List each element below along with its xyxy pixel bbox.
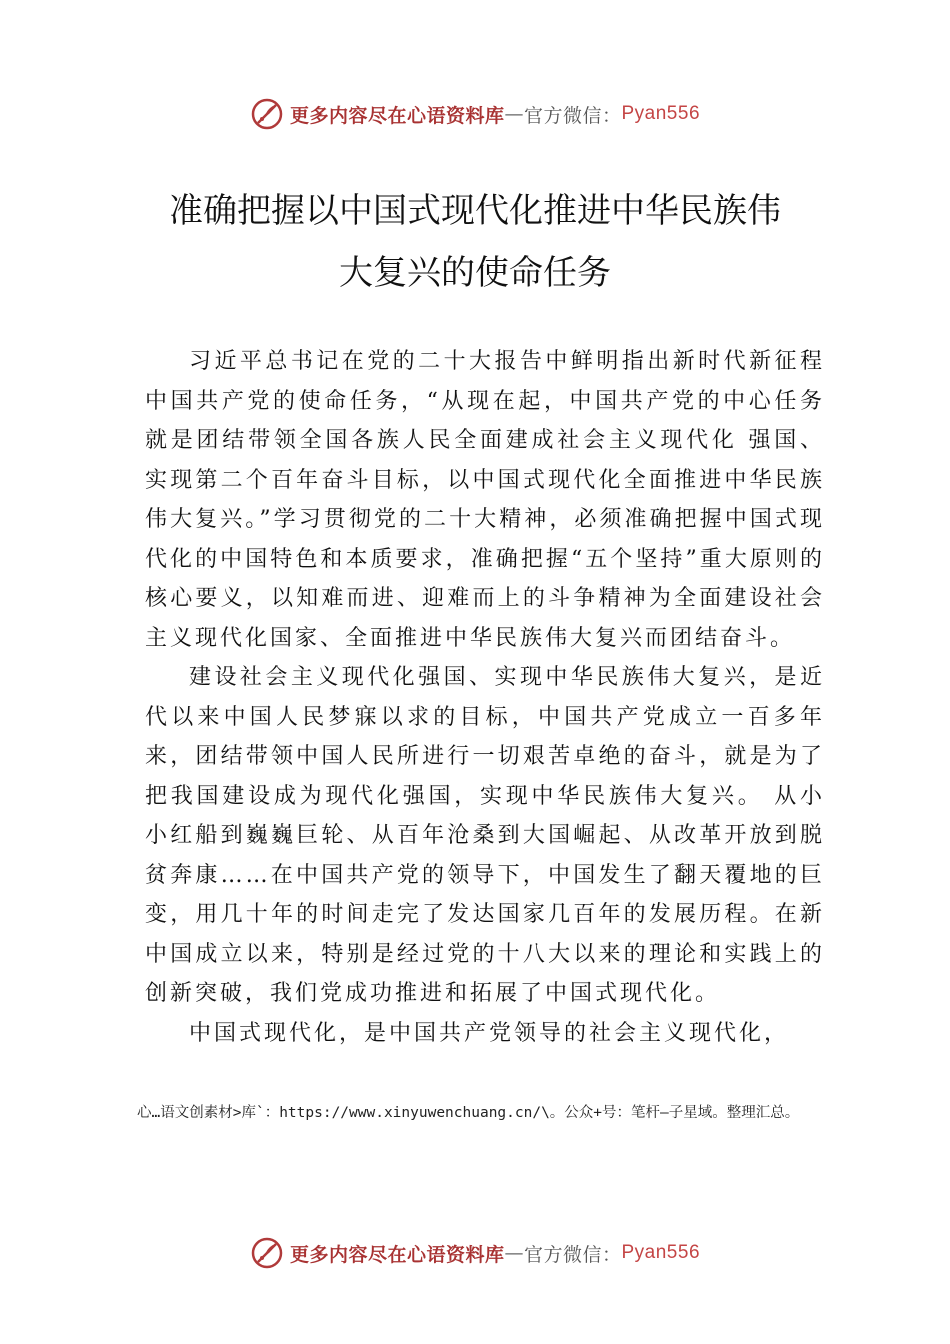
banner-wechat-id: Pyan556 [621,103,701,124]
banner-official-label: 官方微信： [523,1243,622,1266]
banner-dash: — [504,103,524,125]
banner-brand: 更多内容尽在心语资料库 [289,104,505,127]
banner-official-label: 官方微信： [523,104,622,127]
document-title [0,180,950,304]
banner-brand: 更多内容尽在心语资料库 [289,1243,505,1266]
title-line-1: 准确把握以中国式现代化推进中华民族伟 [169,191,781,231]
banner-wechat-id: Pyan556 [621,1242,701,1263]
source-note: 心…语文创素材>库`：https://www.xinyuwenchuang.cn/\。公众+号：笔杆—子星域。整理汇总。 [137,1105,800,1121]
banner-dash: — [504,1242,524,1264]
paragraph: 习近平总书记在党的二十大报告中鲜明指出新时代新征程中国共产党的使命任务，“从现在起，中国共产党的中心任务就是团结带领全国各族人民全面建成社会主义现代化 强国、实现第二个百年奋斗目标，以中国式现代化全面推进中华民族伟大复兴。”学习贯彻党的二十大精神，必须准确把握中国式现代化的中国特色和本质要求，准确把握“五个坚持”重大原则的核心要义，以知难而进、迎难而上的斗争精神为全面建设社会主义现代化国家、全面推进中华民族伟大复兴而团结奋斗。 [145,349,825,651]
title-line-2: 大复兴的使命任务 [339,253,611,293]
paragraph: 中国式现代化，是中国共产党领导的社会主义现代化， [189,1020,790,1046]
quill-logo-icon [250,97,284,131]
paragraph: 建设社会主义现代化强国、实现中华民族伟大复兴，是近代以来中国人民梦寐以求的目标，中国共产党成立一百多年来，团结带领中国人民所进行一切艰苦卓绝的奋斗，就是为了把我国建设成为现代化强国，实现中华民族伟大复兴。 从小小红船到巍巍巨轮、从百年沧桑到大国崛起、从改革开放到脱贫奔康……在中国共产党的领导下，中国发生了翻天覆地的巨变，用几十年的时间走完了发达国家几百年的发展历程。在新中国成立以来，特别是经过党的十八大以来的理论和实践上的创新突破，我们党成功推进和拓展了中国式现代化。 [145,665,825,1006]
document-body [145,342,825,1053]
quill-logo-icon [250,1236,284,1270]
bottom-banner [0,1233,950,1273]
top-banner [0,94,950,134]
